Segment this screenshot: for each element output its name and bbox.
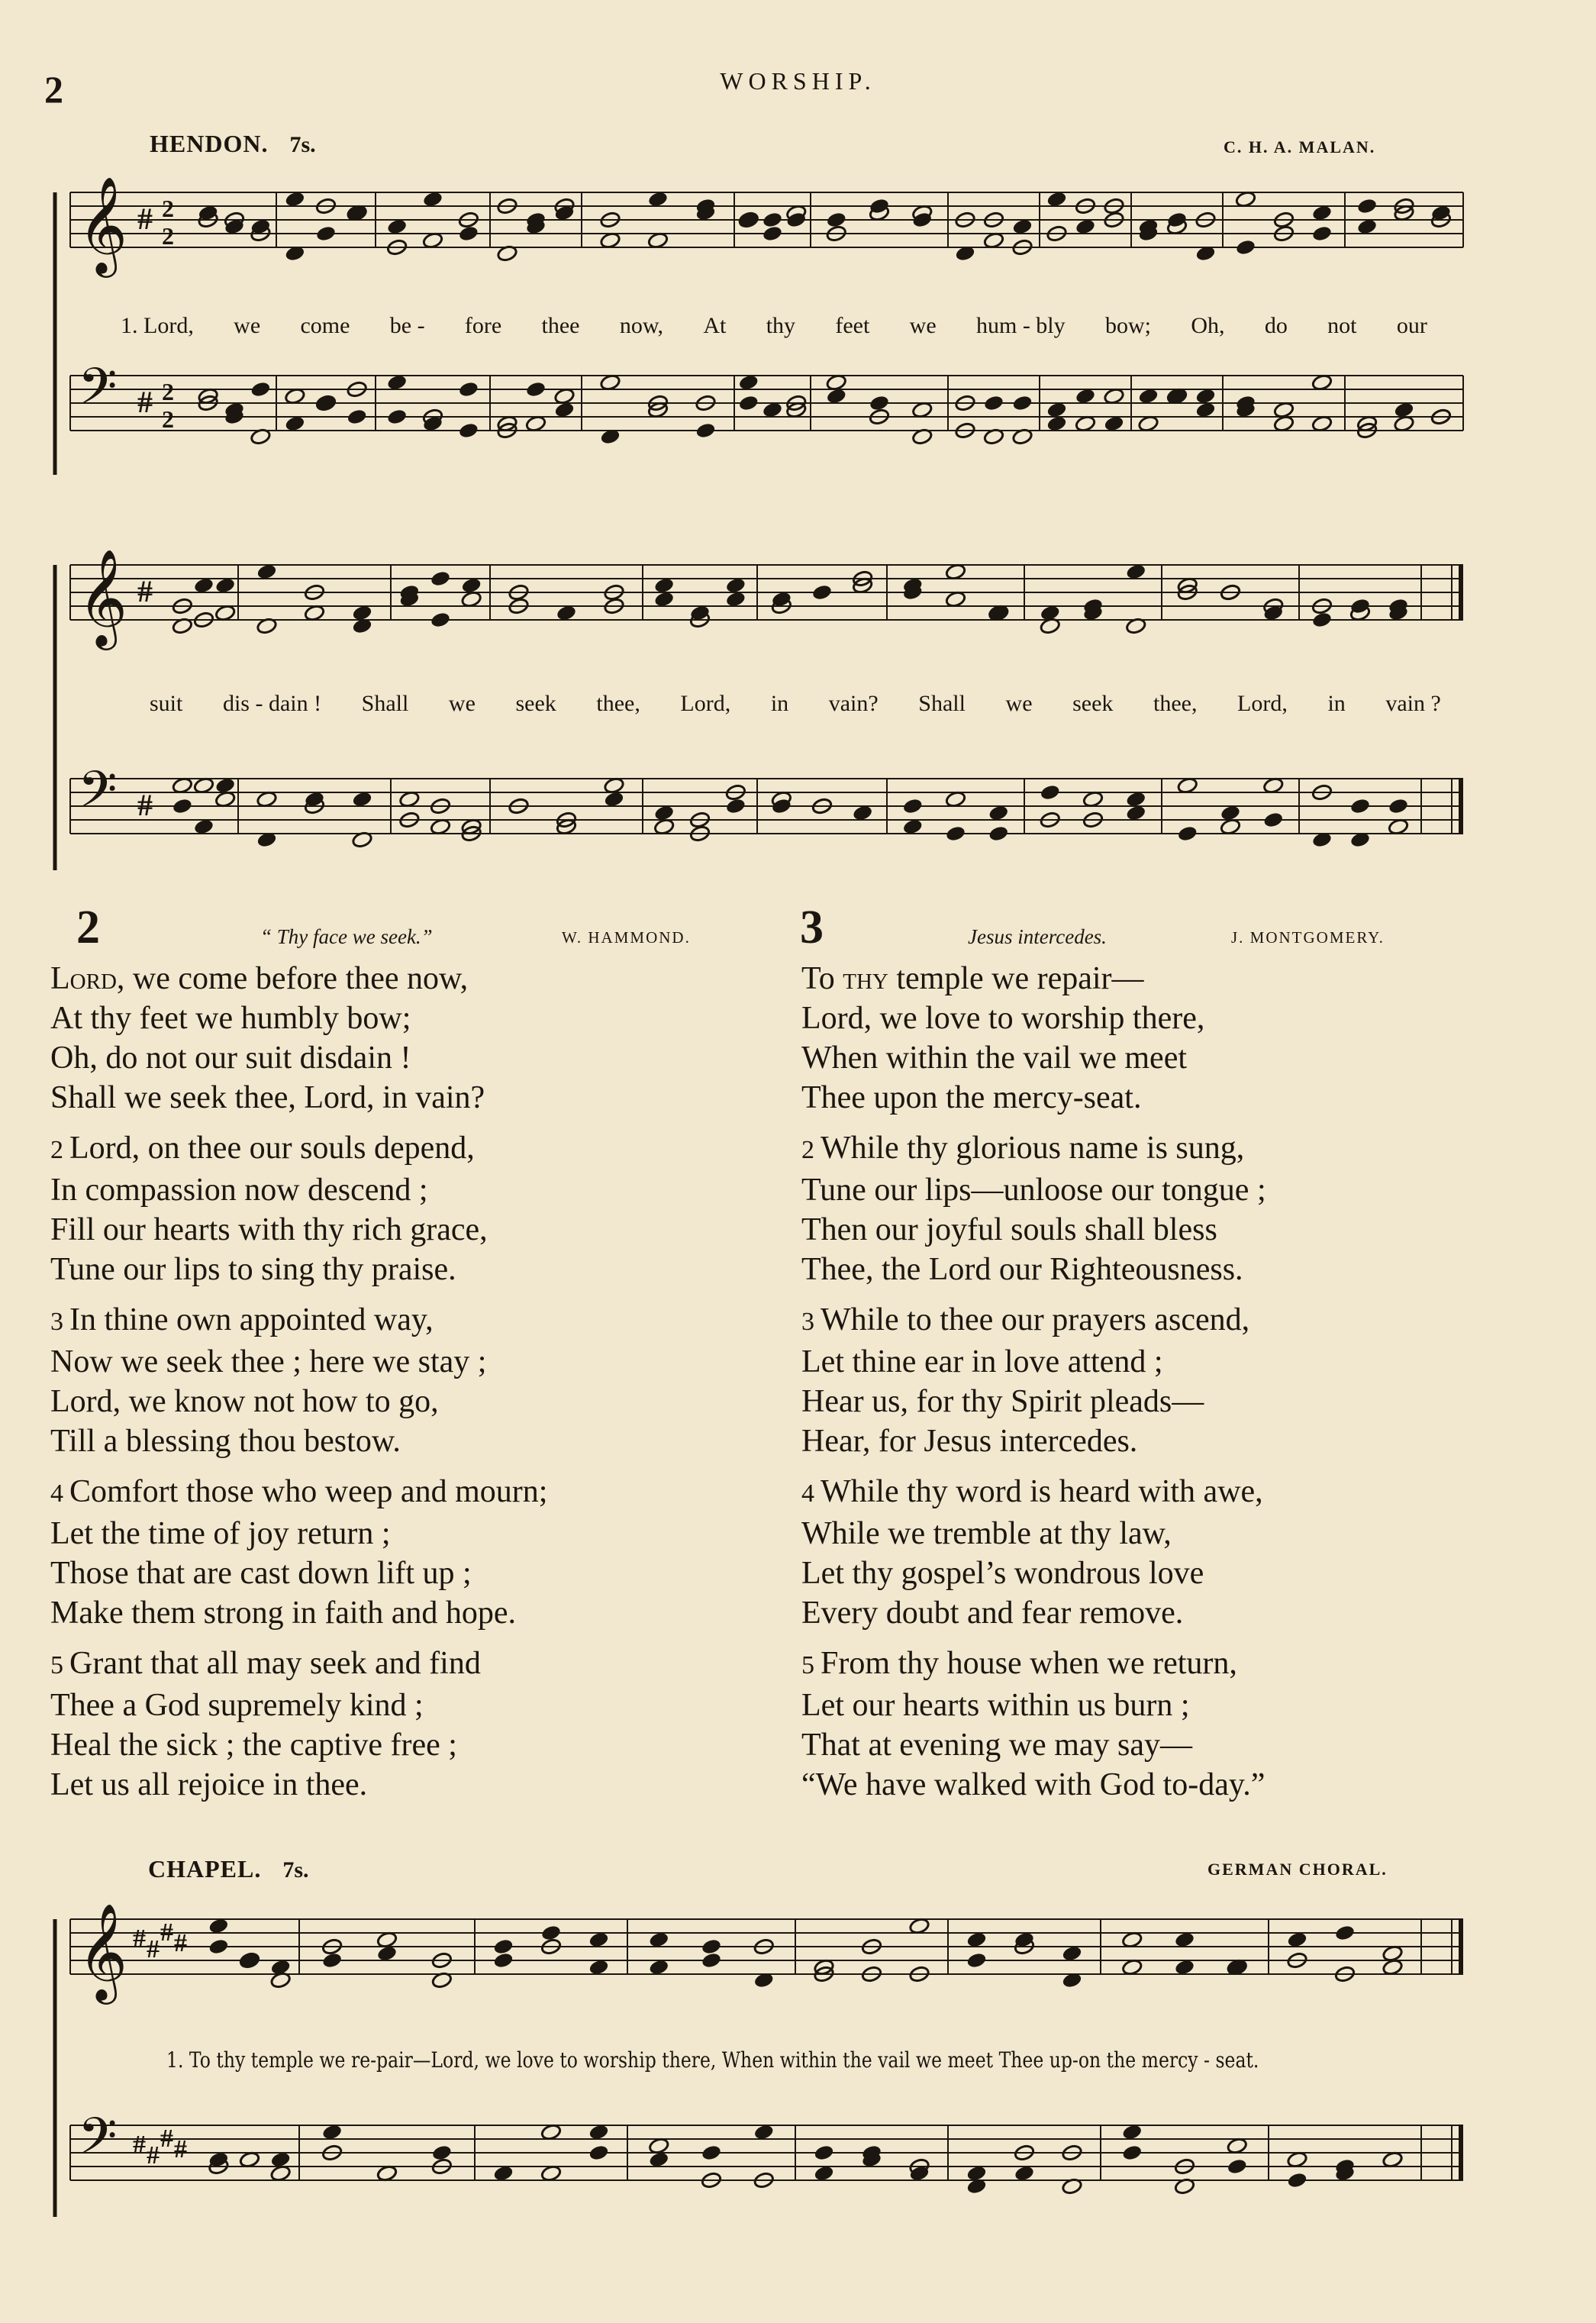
verse-line: Tune our lips—unloose our tongue ; bbox=[801, 1173, 1266, 1208]
tune-composer: GERMAN CHORAL. bbox=[1207, 1860, 1388, 1879]
verse-line: When within the vail we meet bbox=[801, 1041, 1188, 1076]
note-head bbox=[701, 2144, 722, 2161]
verse-line: Now we seek thee ; here we stay ; bbox=[50, 1344, 487, 1379]
verse-line: Lord, we love to worship there, bbox=[801, 1001, 1205, 1036]
verse-text: Comfort those who weep and mourn; bbox=[69, 1474, 548, 1509]
svg-text:#: # bbox=[147, 1935, 160, 1963]
stanza-5 bbox=[801, 1644, 1266, 1805]
note-head bbox=[1388, 797, 1409, 815]
verse-text: temple we repair— bbox=[888, 961, 1144, 996]
verse-line: Hear, for Jesus intercedes. bbox=[801, 1424, 1138, 1459]
lyric-syllable: Shall bbox=[918, 691, 966, 716]
tune-composer: C. H. A. MALAN. bbox=[1224, 137, 1376, 156]
note-head bbox=[869, 394, 890, 411]
note-head bbox=[738, 394, 759, 411]
verse-line: Thee upon the mercy-seat. bbox=[801, 1080, 1142, 1115]
tune-name: HENDON. bbox=[150, 130, 269, 157]
lyric-syllable: thee bbox=[541, 313, 580, 338]
note-head bbox=[701, 1937, 722, 1955]
note-head bbox=[725, 797, 746, 815]
note-head bbox=[945, 824, 966, 842]
svg-text:#: # bbox=[137, 788, 153, 822]
lyric-syllable: come bbox=[300, 313, 350, 338]
note-head bbox=[1040, 783, 1061, 801]
verse-line: Till a blessing thou bestow. bbox=[50, 1424, 401, 1459]
note-head bbox=[1334, 1924, 1356, 1941]
stanza-1 bbox=[801, 959, 1266, 1118]
lyric-syllable: hum - bly bbox=[975, 313, 1066, 338]
tune1-lyrics-line-2 bbox=[150, 691, 1441, 717]
note-head bbox=[458, 224, 479, 242]
stanza-number: 3 bbox=[801, 1308, 814, 1336]
verse-line bbox=[801, 1300, 1266, 1342]
svg-text:𝄢: 𝄢 bbox=[78, 763, 118, 831]
note-head bbox=[1356, 197, 1378, 215]
hymn-number: 3 bbox=[800, 902, 824, 953]
lyric-syllable: we bbox=[448, 691, 476, 716]
svg-text:𝄞: 𝄞 bbox=[78, 179, 128, 272]
lyric-syllable: be - bbox=[389, 313, 425, 338]
verse-text: While thy glorious name is sung, bbox=[821, 1131, 1245, 1166]
stanza-3 bbox=[801, 1300, 1266, 1461]
verse-line: “We have walked with God to-day.” bbox=[801, 1767, 1266, 1802]
note-head bbox=[902, 797, 924, 815]
lyric-syllable: thee, bbox=[596, 691, 640, 716]
verse-line: In compassion now descend ; bbox=[50, 1173, 428, 1208]
hymn-text bbox=[50, 959, 547, 1815]
stanza-4 bbox=[50, 1472, 547, 1633]
verse-text: While thy word is heard with awe, bbox=[821, 1474, 1263, 1509]
lyric-syllable: At bbox=[703, 313, 727, 338]
lyric-syllable: vain? bbox=[828, 691, 879, 716]
tune-meter: 7s. bbox=[282, 1857, 309, 1883]
lyric-syllable: we bbox=[909, 313, 937, 338]
note-head bbox=[1177, 824, 1198, 842]
stanza-number: 5 bbox=[801, 1651, 814, 1679]
lyric-syllable: fore bbox=[464, 313, 502, 338]
verse-line: Every doubt and fear remove. bbox=[801, 1595, 1184, 1631]
note-head bbox=[695, 421, 716, 439]
verse-lead-word: thy bbox=[843, 961, 888, 996]
svg-text:#: # bbox=[137, 202, 153, 236]
svg-text:2: 2 bbox=[162, 378, 174, 405]
note-head bbox=[430, 569, 451, 587]
verse-line bbox=[50, 959, 547, 999]
svg-text:𝄞: 𝄞 bbox=[78, 1905, 128, 1999]
note-head bbox=[321, 1951, 343, 1969]
svg-text:#: # bbox=[133, 2131, 146, 2159]
svg-text:#: # bbox=[137, 574, 153, 608]
note-head bbox=[492, 1937, 514, 1955]
hymn-subtitle: Jesus intercedes. bbox=[968, 925, 1107, 948]
stanza-number: 5 bbox=[50, 1651, 63, 1679]
verse-line: Hear us, for thy Spirit pleads— bbox=[801, 1384, 1204, 1419]
verse-line bbox=[801, 1128, 1266, 1170]
page-number: 2 bbox=[44, 68, 63, 111]
svg-text:𝄞: 𝄞 bbox=[78, 551, 128, 644]
note-head bbox=[813, 2144, 834, 2161]
verse-line bbox=[50, 1472, 547, 1514]
note-head bbox=[1235, 238, 1256, 256]
lyric-syllable: feet bbox=[835, 313, 870, 338]
note-head bbox=[540, 1924, 562, 1941]
tune-meter: 7s. bbox=[289, 132, 316, 157]
lyric-syllable: thy bbox=[766, 313, 796, 338]
svg-text:#: # bbox=[137, 385, 153, 419]
lyric-syllable: do bbox=[1264, 313, 1288, 338]
hymn-author: W. HAMMOND. bbox=[562, 928, 691, 947]
verse-line bbox=[50, 1300, 547, 1342]
verse-line: Let the time of joy return ; bbox=[50, 1516, 391, 1551]
lyric-syllable: our bbox=[1396, 313, 1427, 338]
note-head bbox=[1227, 2157, 1248, 2175]
note-head bbox=[701, 1951, 722, 1969]
note-head bbox=[458, 421, 479, 439]
lyric-syllable: we bbox=[234, 313, 261, 338]
note-head bbox=[347, 408, 368, 425]
verse-line: Shall we seek thee, Lord, in vain? bbox=[50, 1080, 485, 1115]
stanza-number: 4 bbox=[50, 1479, 63, 1508]
tune-name: CHAPEL. bbox=[148, 1855, 262, 1883]
stanza-number: 2 bbox=[801, 1136, 814, 1164]
lyric-syllable: thee, bbox=[1153, 691, 1198, 716]
stanza-5 bbox=[50, 1644, 547, 1805]
verse-line: Let thy gospel’s wondrous love bbox=[801, 1556, 1204, 1591]
lyric-syllable: not bbox=[1327, 313, 1357, 338]
svg-text:#: # bbox=[147, 2141, 160, 2170]
verse-line bbox=[50, 1644, 547, 1686]
lyric-syllable: Lord, bbox=[680, 691, 731, 716]
verse-line: Let our hearts within us burn ; bbox=[801, 1688, 1190, 1723]
verse-line: At thy feet we humbly bow; bbox=[50, 1001, 411, 1036]
verse-line: Let us all rejoice in thee. bbox=[50, 1767, 368, 1802]
lyric-syllable: Oh, bbox=[1191, 313, 1225, 338]
note-head bbox=[386, 408, 408, 425]
lyric-syllable: bow; bbox=[1104, 313, 1151, 338]
note-head bbox=[966, 1951, 987, 1969]
note-head bbox=[988, 824, 1009, 842]
note-head bbox=[250, 380, 271, 398]
verse-line: Let thine ear in love attend ; bbox=[801, 1344, 1163, 1379]
lyric-syllable: now, bbox=[619, 313, 664, 338]
note-head bbox=[208, 1937, 229, 1955]
verse-text: While to thee our prayers ascend, bbox=[821, 1302, 1250, 1337]
verse-text: From thy house when we return, bbox=[821, 1646, 1237, 1681]
note-head bbox=[492, 1951, 514, 1969]
hymn-number: 2 bbox=[76, 902, 100, 953]
svg-text:2: 2 bbox=[162, 222, 174, 250]
lyric-syllable: we bbox=[1005, 691, 1033, 716]
verse-line: Heal the sick ; the captive free ; bbox=[50, 1728, 457, 1763]
note-head bbox=[431, 2144, 453, 2161]
lyric-syllable: suit bbox=[150, 691, 183, 716]
note-head bbox=[1311, 611, 1333, 628]
note-head bbox=[588, 2144, 609, 2161]
note-head bbox=[1349, 797, 1371, 815]
tune-heading bbox=[150, 130, 316, 158]
verse-line bbox=[50, 1128, 547, 1170]
svg-text:2: 2 bbox=[162, 195, 174, 222]
verse-line: Make them strong in faith and hope. bbox=[50, 1595, 517, 1631]
verse-line: Tune our lips to sing thy praise. bbox=[50, 1252, 456, 1287]
tune2-lyrics: 1. To thy temple we re-pair—Lord, we love to worship there, When within the vail we meet Thee up-on the mercy - seat. bbox=[166, 2047, 1259, 2073]
stanza-number: 2 bbox=[50, 1136, 63, 1164]
note-head bbox=[172, 797, 193, 815]
verse-line: Oh, do not our suit disdain ! bbox=[50, 1041, 411, 1076]
lyric-syllable: dis - dain ! bbox=[222, 691, 322, 716]
stanza-3 bbox=[50, 1300, 547, 1461]
lyric-syllable: 1. Lord, bbox=[121, 313, 194, 338]
verse-line: Those that are cast down lift up ; bbox=[50, 1556, 472, 1591]
note-head bbox=[458, 380, 479, 398]
note-head bbox=[762, 211, 783, 228]
verse-line: Lord, we know not how to go, bbox=[50, 1384, 439, 1419]
verse-text: we come before thee now, bbox=[124, 961, 469, 996]
lyric-syllable: seek bbox=[515, 691, 556, 716]
verse-lead-word: To bbox=[801, 961, 843, 996]
lyric-syllable: in bbox=[1327, 691, 1346, 716]
svg-text:2: 2 bbox=[162, 405, 174, 433]
note-head bbox=[1286, 2171, 1307, 2189]
hymn-subtitle: “ Thy face we seek.” bbox=[260, 925, 433, 948]
verse-line: Thee a God supremely kind ; bbox=[50, 1688, 424, 1723]
note-head bbox=[1011, 394, 1033, 411]
note-head bbox=[315, 224, 337, 242]
svg-text:𝄢: 𝄢 bbox=[78, 360, 118, 427]
section-title: WORSHIP. bbox=[720, 67, 876, 95]
svg-text:𝄢: 𝄢 bbox=[78, 2110, 118, 2177]
note-head bbox=[1121, 2144, 1143, 2161]
verse-text: In thine own appointed way, bbox=[69, 1302, 434, 1337]
hymn-text bbox=[801, 959, 1266, 1815]
lyric-syllable: in bbox=[770, 691, 789, 716]
tune-heading bbox=[148, 1855, 309, 1883]
tune1-lyrics-line-1 bbox=[121, 313, 1427, 339]
lyric-syllable: vain ? bbox=[1385, 691, 1441, 716]
note-head bbox=[1311, 224, 1333, 242]
verse-text: Lord, on thee our souls depend, bbox=[69, 1131, 475, 1166]
verse-line bbox=[801, 959, 1266, 999]
stanza-2 bbox=[50, 1128, 547, 1289]
svg-text:#: # bbox=[174, 2135, 187, 2163]
hymn-author: J. MONTGOMERY. bbox=[1231, 928, 1385, 947]
lyric-syllable: Shall bbox=[361, 691, 409, 716]
stanza-number: 4 bbox=[801, 1479, 814, 1508]
note-head bbox=[826, 211, 847, 228]
verse-line: That at evening we may say— bbox=[801, 1728, 1192, 1763]
verse-text: Grant that all may seek and find bbox=[69, 1646, 481, 1681]
note-head bbox=[983, 394, 1004, 411]
verse-lead-word: Lord, bbox=[50, 961, 125, 996]
lyric-syllable: seek bbox=[1072, 691, 1114, 716]
stanza-2 bbox=[801, 1128, 1266, 1289]
note-head bbox=[811, 583, 833, 601]
stanza-1 bbox=[50, 959, 547, 1118]
stanza-4 bbox=[801, 1472, 1266, 1633]
verse-line: Fill our hearts with thy rich grace, bbox=[50, 1212, 488, 1247]
note-head bbox=[1262, 811, 1284, 828]
note-head bbox=[525, 380, 547, 398]
svg-text:#: # bbox=[160, 1918, 173, 1947]
lyric-syllable: Lord, bbox=[1237, 691, 1288, 716]
svg-text:#: # bbox=[133, 1925, 146, 1953]
verse-line: While we tremble at thy law, bbox=[801, 1516, 1172, 1551]
verse-line: Thee, the Lord our Righteousness. bbox=[801, 1252, 1243, 1287]
svg-text:#: # bbox=[160, 2125, 173, 2153]
note-head bbox=[762, 224, 783, 242]
verse-line bbox=[801, 1644, 1266, 1686]
svg-text:#: # bbox=[174, 1929, 187, 1957]
note-head bbox=[430, 611, 451, 628]
stanza-number: 3 bbox=[50, 1308, 63, 1336]
verse-line: Then our joyful souls shall bless bbox=[801, 1212, 1217, 1247]
verse-line bbox=[801, 1472, 1266, 1514]
